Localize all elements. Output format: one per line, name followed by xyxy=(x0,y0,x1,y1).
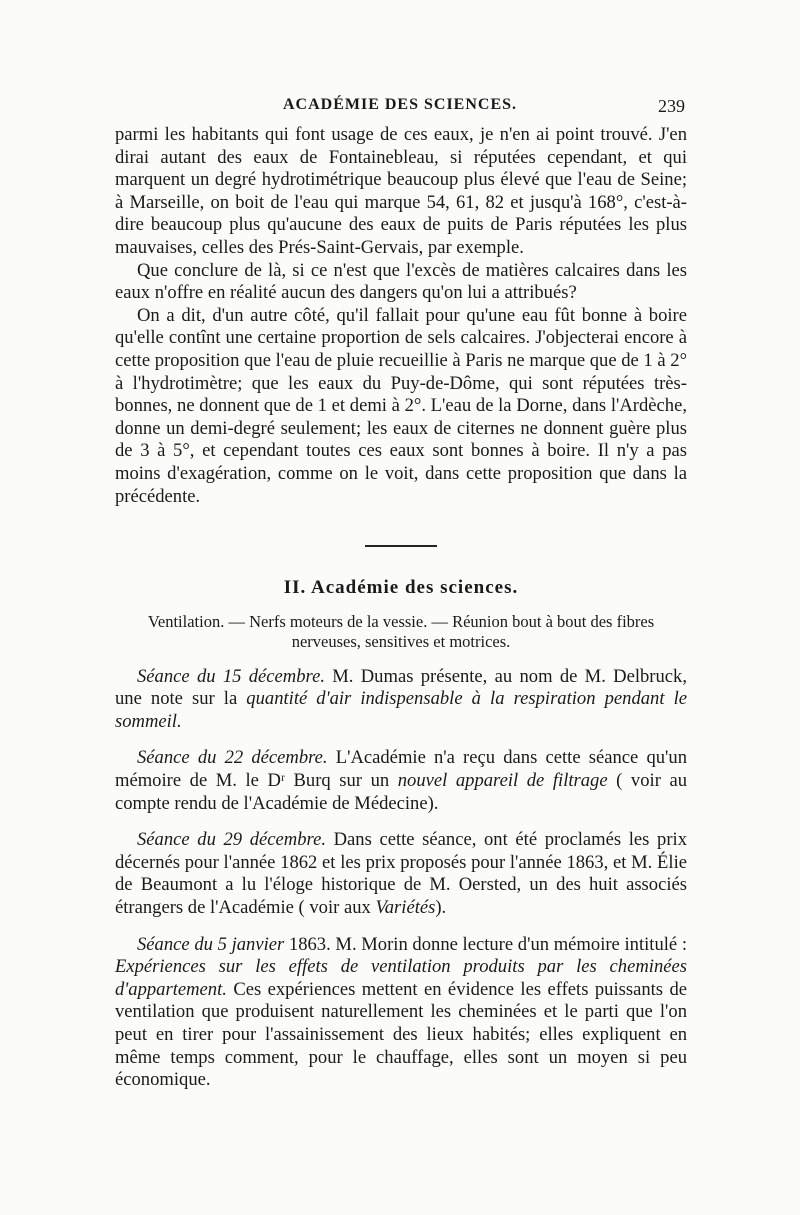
session-title-italic: nouvel appareil de filtrage xyxy=(397,770,608,792)
running-head xyxy=(115,96,685,120)
session-text-end: Ces expériences mettent en évidence les effets puissants de ventilation que produisent naturellement les cheminées et le parti que l'on peut en tirer pour l'assainissement des lieux habités; elles expliquent en même temps comment, pour le chauffage, elles sont un moyen si peu économique. xyxy=(115,978,687,1091)
session-entry-22-december xyxy=(115,747,687,815)
section-summary: Ventilation. — Nerfs moteurs de la vessie. — Réunion bout à bout des fibres nerveuses, sensitives et motrices. xyxy=(147,611,655,651)
session-title-italic: Expériences sur les effets de ventilation produits par les cheminées d'appartement. xyxy=(115,956,687,1000)
session-text-end: ). xyxy=(435,897,447,919)
session-entry-29-december xyxy=(115,829,687,919)
running-title: ACADÉMIE DES SCIENCES. xyxy=(282,96,518,113)
session-date: Séance du 29 décembre. xyxy=(137,829,326,851)
paragraph-continuation: parmi les habitants qui font usage de ces eaux, je n'en ai point trouvé. J'en dirai autant des eaux de Fontainebleau, si réputées cependant, et qui marquent un degré hydrotimétrique beaucoup plus élevé que l'eau de Seine; à Marseille, on boit de l'eau qui marque 54, 61, 82 et jusqu'à 168°, c'est-à-dire beaucoup plus qu'aucune des eaux de puits de Paris réputées les plus mauvaises, celles des Prés-Saint-Gervais, par exemple. xyxy=(115,124,687,258)
paragraph-objection: On a dit, d'un autre côté, qu'il fallait pour qu'une eau fût bonne à boire qu'elle contînt une certaine proportion de sels calcaires. J'objecterai encore à cette proposition que l'eau de pluie recueillie à Paris ne marque que de 1 à 2° à l'hydrotimètre; que les eaux du Puy-de-Dôme, qui sont réputées très-bonnes, ne donnent que de 1 et demi à 2°. L'eau de la Dorne, dans l'Ardèche, donne un demi-degré seulement; les eaux de citernes ne donnent guère plus de 3 à 5°, et cependant toutes ces eaux sont bonnes à boire. Il n'y a pas moins d'exagération, comme on le voit, dans cette proposition que dans la précédente. xyxy=(115,304,688,507)
session-text: L'Académie n'a reçu dans cette séance qu'un mémoire de M. le Dʳ Burq sur un xyxy=(115,747,687,792)
session-text-end: ( voir au compte rendu de l'Académie de Médecine). xyxy=(115,770,687,814)
session-text: M. Dumas présente, au nom de M. Delbruck, une note sur la xyxy=(115,665,687,710)
page-number: 239 xyxy=(658,96,685,116)
session-date: Séance du 5 janvier xyxy=(137,933,285,955)
session-entry-15-december xyxy=(115,666,687,734)
paragraph-conclusion: Que conclure de là, si ce n'est que l'excès de matières calcaires dans les eaux n'offre en réalité aucun des dangers qu'on lui a attribués? xyxy=(115,259,687,304)
body-text xyxy=(115,124,687,1092)
session-title-italic: quantité d'air indispensable à la respiration pendant le sommeil. xyxy=(115,688,687,732)
session-text: Dans cette séance, ont été proclamés les prix décernés pour l'année 1862 et les prix proposés pour l'année 1863, et M. Élie de Beaumont a lu l'éloge historique de M. Oersted, un des huit associés étrangers de l'Académie ( voir aux xyxy=(115,829,687,919)
section-heading: II. Académie des sciences. xyxy=(283,577,519,599)
session-date: Séance du 15 décembre. xyxy=(137,665,325,687)
section-divider xyxy=(365,545,437,547)
session-entry-5-janvier xyxy=(115,934,687,1092)
session-title-italic: Variétés xyxy=(375,897,436,919)
session-text: 1863. M. Morin donne lecture d'un mémoire intitulé : xyxy=(284,933,687,955)
session-date: Séance du 22 décembre. xyxy=(137,747,328,769)
